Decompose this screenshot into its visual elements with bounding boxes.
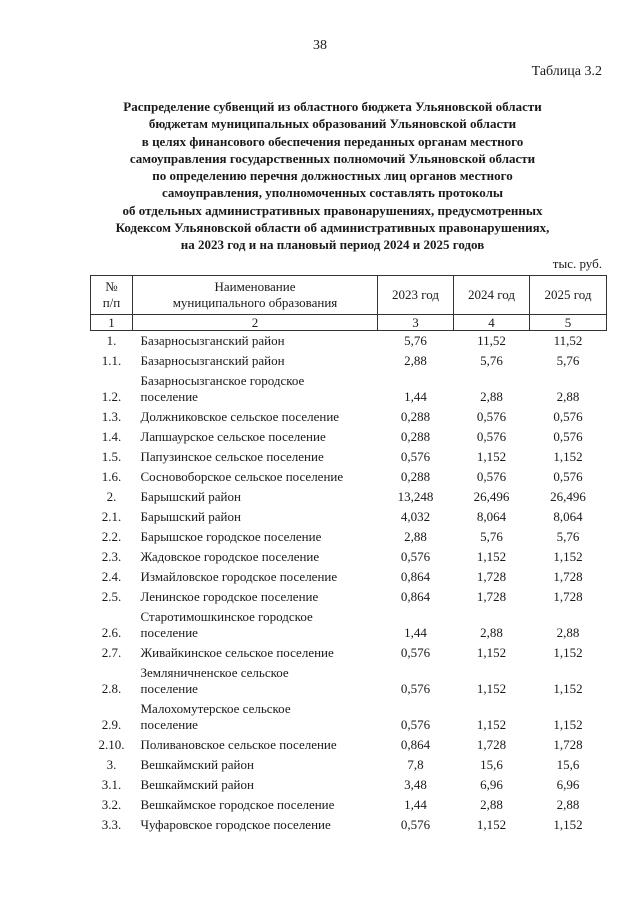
page-number: 38: [313, 38, 327, 53]
municipality-name: [133, 331, 378, 352]
municipality-name: [133, 507, 378, 527]
municipality-name: [133, 427, 378, 447]
row-number: 1.2.: [101, 389, 122, 404]
municipality-name-line: Барышский район: [140, 509, 241, 524]
value-2024: 0,576: [476, 429, 507, 444]
municipality-name-line: поселение: [140, 681, 198, 696]
value-2025: 26,496: [550, 489, 586, 504]
value-2023: 0,576: [400, 549, 431, 564]
municipality-name: [133, 755, 378, 775]
municipality-name-line: Сосновоборское сельское поселение: [140, 469, 344, 484]
value-2025: 1,152: [553, 549, 583, 564]
value-2025: 2,88: [556, 389, 580, 404]
header-2025: 2025 год: [530, 276, 607, 315]
value-2025: 6,96: [556, 777, 580, 792]
value-2023: 0,288: [400, 429, 431, 444]
value-2025: 1,152: [553, 681, 583, 696]
title-line: самоуправления государственных полномочий Ульяновской области: [129, 150, 536, 166]
municipality-name-line: поселение: [140, 625, 198, 640]
header-number-line2: п/п: [102, 295, 121, 310]
row-number: 3.: [106, 757, 117, 772]
table-row: [91, 587, 607, 607]
row-number: 2.1.: [101, 509, 122, 524]
municipality-name-line: Измайловское городское поселение: [140, 569, 338, 584]
value-2024: 11,52: [477, 333, 506, 348]
value-2024: 2,88: [480, 797, 503, 812]
value-2023: 0,576: [400, 717, 431, 732]
table-row: [91, 735, 607, 755]
column-number: 4: [454, 315, 530, 331]
table-row: [91, 371, 607, 407]
row-number: 1.4.: [101, 429, 122, 444]
column-number: 5: [530, 315, 607, 331]
municipality-name: [133, 351, 378, 371]
table-row: [91, 407, 607, 427]
municipality-name: [133, 527, 378, 547]
value-2025: 5,76: [556, 353, 580, 368]
table-row: [91, 775, 607, 795]
municipality-name: [133, 447, 378, 467]
value-2023: 1,44: [404, 797, 427, 812]
municipality-name-line: Лапшаурское сельское поселение: [140, 429, 326, 444]
table-row: [91, 331, 607, 352]
header-name-line1: Наименование: [214, 279, 296, 294]
municipality-name: [133, 487, 378, 507]
municipality-name: [133, 663, 378, 699]
table-row: [91, 447, 607, 467]
header-number-line1: №: [105, 279, 118, 294]
value-2023: 7,8: [407, 757, 424, 772]
header-2024: 2024 год: [454, 276, 530, 315]
value-2023: 0,576: [400, 817, 431, 832]
municipality-name-line: Чуфаровское городское поселение: [140, 817, 331, 832]
title-line: по определению перечня должностных лиц органов местного: [152, 168, 513, 184]
value-2025: 0,576: [553, 429, 583, 444]
table-row: [91, 643, 607, 663]
table-row: [91, 699, 607, 735]
municipality-name: [133, 567, 378, 587]
value-2023: 0,864: [400, 569, 431, 584]
title-line: на 2023 год и на плановый период 2024 и 2025 годов: [180, 237, 485, 253]
value-2023: 5,76: [404, 333, 427, 348]
row-number: 2.10.: [98, 737, 125, 752]
title-line: Кодексом Ульяновской области об административных правонарушениях,: [115, 220, 550, 236]
value-2023: 2,88: [404, 353, 427, 368]
table-row: [91, 487, 607, 507]
value-2024: 1,152: [476, 681, 507, 696]
column-number: 1: [91, 315, 133, 331]
municipality-name: [133, 587, 378, 607]
municipality-name-line: Вешкаймский район: [140, 757, 254, 772]
value-2023: 0,576: [400, 681, 431, 696]
municipality-name: [133, 407, 378, 427]
row-number: 2.7.: [101, 645, 122, 660]
value-2023: 1,44: [404, 389, 427, 404]
municipality-name: [133, 547, 378, 567]
municipality-name-line: Барышский район: [140, 489, 241, 504]
municipality-name-line: Базарносызганский район: [140, 353, 285, 368]
municipality-name-line: Малохомутерское сельское: [140, 701, 291, 716]
table-body: [91, 331, 607, 836]
value-2023: 3,48: [404, 777, 427, 792]
row-number: 2.8.: [101, 681, 122, 696]
table-row: [91, 567, 607, 587]
value-2024: 26,496: [473, 489, 510, 504]
municipality-name: [133, 467, 378, 487]
table-label: Таблица 3.2: [531, 64, 602, 79]
value-2024: 2,88: [480, 389, 503, 404]
title-line: об отдельных административных правонарушениях, предусмотренных: [122, 202, 543, 218]
column-number: 2: [133, 315, 378, 331]
value-2025: 1,728: [553, 569, 583, 584]
document-title: [80, 98, 585, 254]
municipality-name-line: Живайкинское сельское поселение: [140, 645, 334, 660]
value-2023: 0,576: [400, 449, 431, 464]
value-2023: 0,288: [400, 469, 431, 484]
row-number: 1.: [106, 333, 117, 348]
value-2025: 0,576: [553, 409, 583, 424]
municipality-name: [133, 643, 378, 663]
value-2023: 0,288: [400, 409, 431, 424]
value-2025: 1,728: [553, 589, 583, 604]
municipality-name-line: Ленинское городское поселение: [140, 589, 319, 604]
municipality-name: [133, 795, 378, 815]
value-2024: 0,576: [476, 409, 507, 424]
municipality-name-line: Барышское городское поселение: [140, 529, 322, 544]
value-2024: 0,576: [476, 469, 507, 484]
municipality-name-line: Базарносызганское городское: [140, 373, 305, 388]
municipality-name-line: Папузинское сельское поселение: [140, 449, 324, 464]
table-row: [91, 755, 607, 775]
row-number: 3.1.: [101, 777, 122, 792]
value-2025: 1,152: [553, 645, 583, 660]
municipality-name-line: Вешкаймский район: [140, 777, 254, 792]
value-2024: 1,728: [476, 737, 507, 752]
table-row: [91, 663, 607, 699]
value-2024: 1,152: [476, 449, 507, 464]
municipality-name-line: Должниковское сельское поселение: [140, 409, 340, 424]
value-2025: 8,064: [553, 509, 583, 524]
value-2023: 2,88: [404, 529, 427, 544]
header-name-line2: муниципального образования: [172, 295, 338, 310]
value-2023: 13,248: [397, 489, 434, 504]
value-2025: 2,88: [556, 797, 580, 812]
table-row: [91, 607, 607, 643]
municipality-name-line: Жадовское городское поселение: [140, 549, 320, 564]
table-row: [91, 795, 607, 815]
row-number: 2.9.: [101, 717, 122, 732]
value-2023: 0,864: [400, 737, 431, 752]
row-number: 2.: [106, 489, 117, 504]
row-number: 1.1.: [101, 353, 122, 368]
table-row: [91, 815, 607, 835]
row-number: 2.3.: [101, 549, 122, 564]
municipality-name: [133, 371, 378, 407]
value-2024: 1,152: [476, 817, 507, 832]
subvention-table: [90, 275, 607, 835]
municipality-name-line: Вешкаймское городское поселение: [140, 797, 335, 812]
municipality-name-line: Поливановское сельское поселение: [140, 737, 337, 752]
value-2024: 6,96: [480, 777, 503, 792]
value-2024: 1,152: [476, 717, 507, 732]
value-2025: 1,152: [553, 817, 583, 832]
row-number: 3.2.: [101, 797, 122, 812]
value-2025: 1,152: [553, 449, 583, 464]
value-2024: 5,76: [480, 529, 503, 544]
header-2023: 2023 год: [378, 276, 454, 315]
value-2025: 1,728: [553, 737, 583, 752]
value-2025: 11,52: [553, 333, 583, 348]
row-number: 2.5.: [101, 589, 122, 604]
table-row: [91, 547, 607, 567]
row-number: 1.5.: [101, 449, 122, 464]
row-number: 3.3.: [101, 817, 122, 832]
value-2024: 5,76: [480, 353, 503, 368]
value-2025: 5,76: [556, 529, 580, 544]
municipality-name: [133, 607, 378, 643]
municipality-name-line: Старотимошкинское городское: [140, 609, 313, 624]
header-number: [91, 276, 133, 315]
value-2024: 1,152: [476, 645, 507, 660]
value-2025: 2,88: [556, 625, 580, 640]
value-2023: 4,032: [400, 509, 431, 524]
title-line: бюджетам муниципальных образований Ульяновской области: [148, 116, 517, 132]
municipality-name-line: поселение: [140, 717, 198, 732]
row-number: 2.4.: [101, 569, 122, 584]
table-header: [91, 276, 607, 331]
column-number: 3: [378, 315, 454, 331]
table-row: [91, 351, 607, 371]
value-2024: 1,728: [476, 569, 507, 584]
municipality-name-line: поселение: [140, 389, 198, 404]
municipality-name: [133, 735, 378, 755]
value-2024: 2,88: [480, 625, 503, 640]
title-line: в целях финансового обеспечения переданных органам местного: [141, 133, 524, 149]
value-2024: 1,152: [476, 549, 507, 564]
municipality-name-line: Земляничненское сельское: [140, 665, 289, 680]
title-line: самоуправления, уполномоченных составлять протоколы: [161, 185, 504, 201]
units-label: тыс. руб.: [552, 256, 602, 271]
municipality-name: [133, 775, 378, 795]
row-number: 2.2.: [101, 529, 122, 544]
table-row: [91, 427, 607, 447]
municipality-name: [133, 699, 378, 735]
table-row: [91, 467, 607, 487]
municipality-name-line: Базарносызганский район: [140, 333, 285, 348]
municipality-name: [133, 815, 378, 835]
table-row: [91, 507, 607, 527]
value-2025: 1,152: [553, 717, 583, 732]
value-2023: 0,576: [400, 645, 431, 660]
value-2025: 0,576: [553, 469, 583, 484]
header-name: [133, 276, 378, 315]
column-number-row: [91, 315, 607, 331]
value-2024: 1,728: [476, 589, 507, 604]
value-2024: 8,064: [476, 509, 507, 524]
row-number: 2.6.: [101, 625, 122, 640]
title-line: Распределение субвенций из областного бюджета Ульяновской области: [123, 99, 542, 114]
value-2023: 0,864: [400, 589, 431, 604]
row-number: 1.6.: [101, 469, 122, 484]
value-2024: 15,6: [480, 757, 503, 772]
value-2025: 15,6: [556, 757, 580, 772]
table-row: [91, 527, 607, 547]
value-2023: 1,44: [404, 625, 427, 640]
row-number: 1.3.: [101, 409, 122, 424]
header-row: [91, 276, 607, 315]
